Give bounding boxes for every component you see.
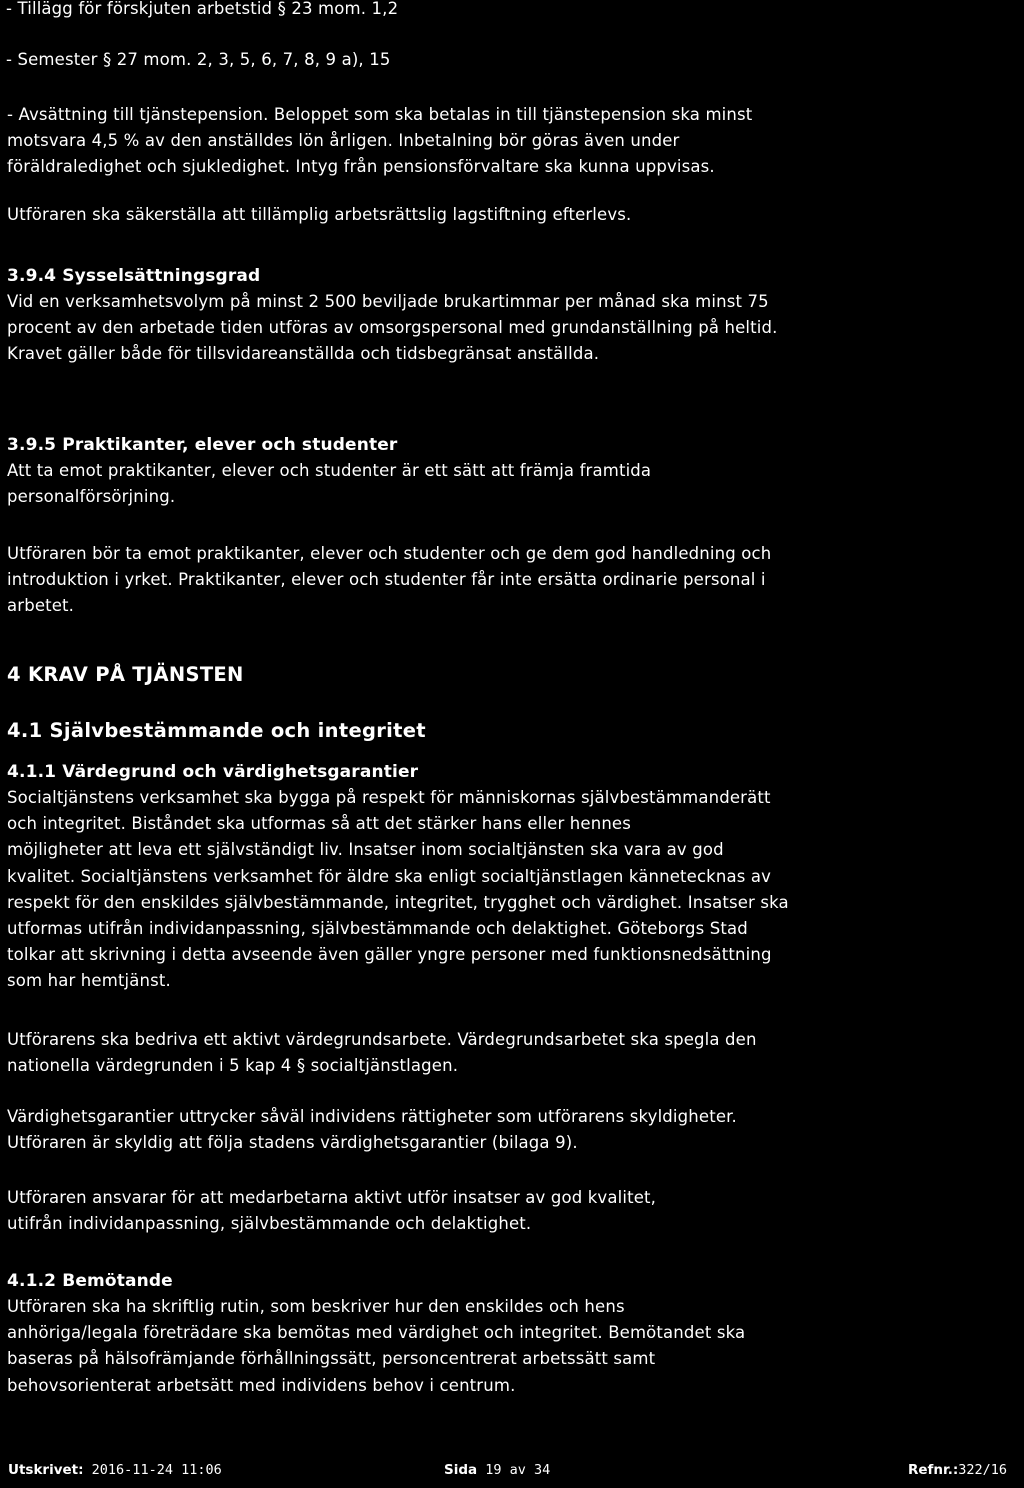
text-line: Kravet gäller både för tillsvidareanställda och tidsbegränsat anställda. [7,344,600,364]
footer-ref-label: Refnr.: [908,1462,959,1478]
text-line: arbetet. [7,596,75,616]
text-line: Utföraren ska ha skriftlig rutin, som beskriver hur den enskildes och hens [7,1297,625,1316]
text-line: baseras på hälsofrämjande förhållningssätt, personcentrerat arbetssätt samt [7,1349,656,1369]
paragraph-vardegrundsarbete [7,1027,757,1079]
footer-printed-label: Utskrivet: [8,1462,84,1478]
text-line: introduktion i yrket. Praktikanter, elever och studenter får inte ersätta ordinarie personal i [7,570,766,590]
text-line: utformas utifrån individanpassning, självbestämmande och delaktighet. Göteborgs Stad [7,918,748,938]
heading-4: 4 KRAV PÅ TJÄNSTEN [7,663,244,686]
text-line: möjligheter att leva ett självständigt liv. Insatser inom socialtjänsten ska vara av god [7,840,724,860]
heading-4-1-1: 4.1.1 Värdegrund och värdighetsgarantier [7,762,419,782]
text-line: Utföraren ansvarar för att medarbetarna aktivt utför insatser av god kvalitet, [7,1188,657,1207]
list-item-tillagg: - Tillägg för förskjuten arbetstid § 23 mom. 1,2 [6,0,399,18]
heading-3-9-4: 3.9.4 Sysselsättningsgrad [7,266,261,286]
text-line: nationella värdegrunden i 5 kap 4 § socialtjänstlagen. [7,1056,459,1076]
heading-3-9-5: 3.9.5 Praktikanter, elever och studenter [7,435,398,455]
text-line: Att ta emot praktikanter, elever och studenter är ett sätt att främja framtida [7,461,652,480]
footer-page-label: Sida [444,1462,478,1478]
paragraph-bemotande [7,1294,745,1399]
text-line: - Avsättning till tjänstepension. Beloppet som ska betalas in till tjänstepension ska minst [7,105,753,124]
text-line: Utföraren är skyldig att följa stadens värdighetsgarantier (bilaga 9). [7,1133,578,1153]
paragraph-praktikanter [7,541,771,620]
text-line: Utföraren bör ta emot praktikanter, elever och studenter och ge dem god handledning och [7,544,772,563]
text-line: respekt för den enskildes självbestämmande, integritet, trygghet och värdighet. Insatser ska [7,892,789,912]
text-line: och integritet. Biståndet ska utformas så att det stärker hans eller hennes [7,814,631,834]
text-line: Socialtjänstens verksamhet ska bygga på respekt för människornas självbestämmanderätt [7,788,771,807]
paragraph-lagstiftning: Utföraren ska säkerställa att tillämplig arbetsrättslig lagstiftning efterlevs. [7,205,632,224]
heading-4-1: 4.1 Självbestämmande och integritet [7,719,426,742]
text-line: som har hemtjänst. [7,971,171,991]
paragraph-kvalitet [7,1185,656,1237]
text-line: föräldraledighet och sjukledighet. Intyg från pensionsförvaltare ska kunna uppvisas. [7,157,715,177]
text-line: behovsorienterat arbetsätt med individens behov i centrum. [7,1375,516,1395]
list-item-semester: - Semester § 27 mom. 2, 3, 5, 6, 7, 8, 9 a), 15 [6,50,391,69]
text-line: kvalitet. Socialtjänstens verksamhet för äldre ska enligt socialtjänstlagen kännetecknas av [7,866,772,886]
footer-ref-value: 322/16 [958,1462,1008,1478]
text-line: motsvara 4,5 % av den anställdes lön årligen. Inbetalning bör göras även under [7,131,680,151]
paragraph-vardighetsgarantier [7,1104,737,1156]
text-line: Värdighetsgarantier uttrycker såväl individens rättigheter som utförarens skyldigheter. [7,1107,737,1126]
heading-4-1-2: 4.1.2 Bemötande [7,1271,173,1291]
footer-page-value: 19 av 34 [485,1462,551,1478]
text-line: utifrån individanpassning, självbestämmande och delaktighet. [7,1214,532,1234]
paragraph-vardegrund [7,785,789,995]
text-line: procent av den arbetade tiden utföras av omsorgspersonal med grundanställning på heltid. [7,318,778,338]
paragraph-sysselsattningsgrad [7,289,778,368]
paragraph-tjanstepension [7,102,752,181]
text-line: Utförarens ska bedriva ett aktivt värdegrundsarbete. Värdegrundsarbetet ska spegla den [7,1030,757,1049]
footer-printed-value: 2016-11-24 11:06 [91,1462,222,1478]
text-line: personalförsörjning. [7,487,176,507]
text-line: anhöriga/legala företrädare ska bemötas med värdighet och integritet. Bemötandet ska [7,1323,746,1343]
footer-printed [8,1462,222,1478]
footer-page [444,1462,550,1478]
text-line: Vid en verksamhetsvolym på minst 2 500 beviljade brukartimmar per månad ska minst 75 [7,292,769,311]
paragraph-praktikanter-intro [7,458,651,510]
footer-ref [908,1462,1007,1478]
text-line: tolkar att skrivning i detta avseende även gäller yngre personer med funktionsnedsättning [7,945,772,965]
